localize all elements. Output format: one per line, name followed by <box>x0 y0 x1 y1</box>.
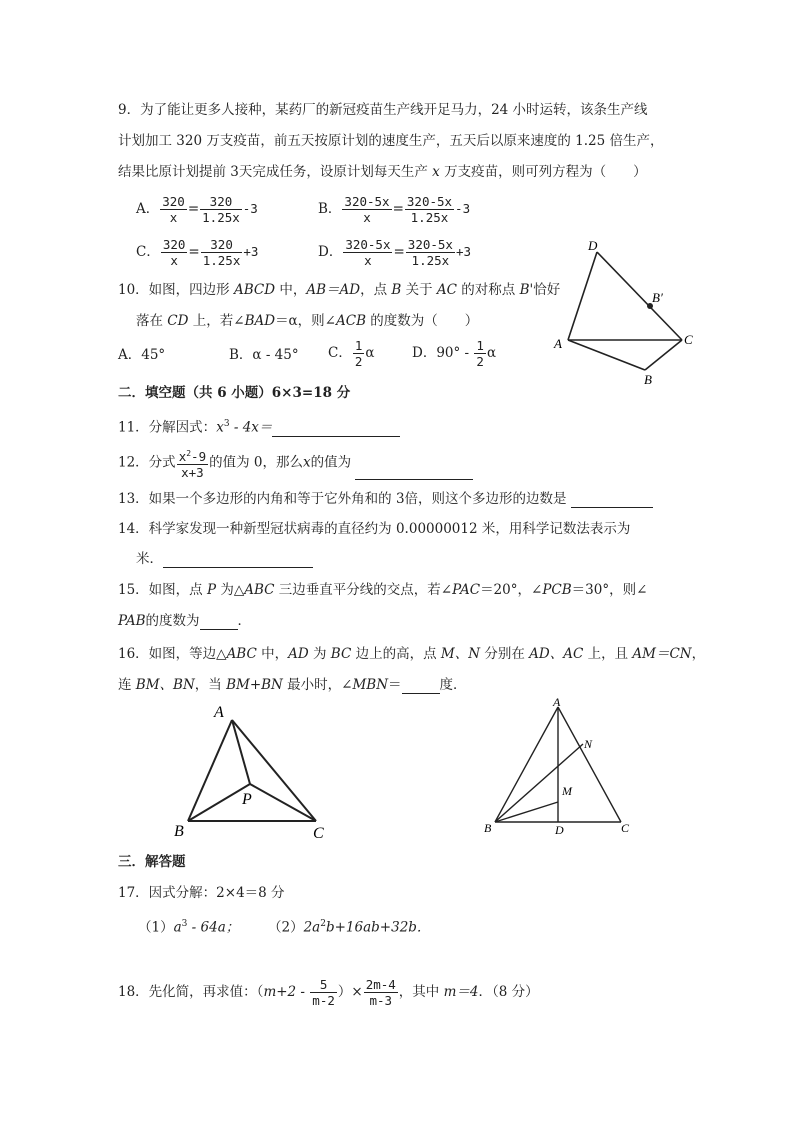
label-B: B <box>174 823 184 840</box>
q15-figure <box>170 700 340 845</box>
q10-option-b[interactable]: B．α - 45° <box>229 347 299 363</box>
label-N: N <box>584 737 593 751</box>
label-P: P <box>242 791 252 808</box>
q9-line2: 计划加工 320 万支疫苗，前五天按原计划的速度生产，五天后以原来速度的 1.25 倍生产， <box>118 133 664 149</box>
segment-BP <box>188 784 250 821</box>
label-A: A <box>553 695 561 709</box>
edge-AC <box>558 707 621 822</box>
q10-option-a[interactable]: A．45° <box>118 347 166 363</box>
segment-BN <box>495 744 583 822</box>
label-B: B <box>644 372 652 387</box>
q16-line2: 连 BM、BN，当 BM+BN 最小时，∠MBN＝ 度． <box>118 677 467 693</box>
edge-BC <box>645 340 682 370</box>
label-C: C <box>621 821 630 835</box>
q9-line1: 9．为了能让更多人接种，某药厂的新冠疫苗生产线开足马力，24 小时运转，该条生产线 <box>118 102 648 118</box>
q17-part1: $(1)a^3 - 64a$； <box>138 919 240 936</box>
q14-line2: 米． <box>136 550 313 568</box>
q9-option-a[interactable]: A． $\frac{320}{x}$ = $\frac{320}{1.25x}$ -3 <box>136 194 258 225</box>
q10-line2: 落在 CD 上，若∠BAD＝α，则∠ACB 的度数为（ ） <box>136 313 479 329</box>
q15-line2: PAB的度数为 ． <box>118 613 252 629</box>
label-A: A <box>554 336 562 351</box>
section-2-heading: 二．填空题（共 6 小题）6×3=18 分 <box>118 385 351 401</box>
label-C: C <box>313 825 324 842</box>
q16-line1: 16．如图，等边△ABC 中，AD 为 BC 边上的高，点 M、N 分别在 AD、AC 上，且 AM＝CN， <box>118 646 706 662</box>
q13: 13．如果一个多边形的内角和等于它外角和的 3倍，则这个多边形的边数是 <box>118 490 653 508</box>
q15-answer-blank[interactable] <box>200 615 238 630</box>
q9-option-b[interactable]: B． $\frac{320-5x}{x}$ = $\frac{320-5x}{1.25x}$ -3 <box>318 194 471 225</box>
q16-figure <box>480 692 650 842</box>
q10-line1: 10．如图，四边形 ABCD 中，AB＝AD，点 B 关于 AC 的对称点 B'恰好 <box>118 282 561 298</box>
q9-option-c[interactable]: C． $\frac{320}{x}$ = $\frac{320}{1.25x}$ +3 <box>136 237 259 268</box>
edge-DC <box>597 252 682 340</box>
label-D: D <box>588 238 598 253</box>
q15-line1: 15．如图，点 P 为△ABC 三边垂直平分线的交点，若∠PAC＝20°，∠PCB＝30°，则∠ <box>118 582 648 598</box>
q9-line3: 结果比原计划提前 3天完成任务，设原计划每天生产 x 万支疫苗，则可列方程为（ ） <box>118 164 647 180</box>
label-A: A <box>214 704 224 721</box>
label-C: C <box>684 332 693 347</box>
edge-AB <box>188 720 232 821</box>
q11: 11．分解因式：$x^3 - 4x=$ <box>118 415 400 437</box>
q14-answer-blank[interactable] <box>163 553 313 568</box>
edge-AB <box>568 340 645 370</box>
q10-figure <box>550 236 700 396</box>
q17-title: 17．因式分解：2×4＝8 分 <box>118 885 285 901</box>
q10-option-d[interactable]: D．90° - $\frac{1}{2}$ α <box>412 338 497 369</box>
q12: 12．分式 $\frac{x^2-9}{x+3}$ 的值为 0，那么x的值为 <box>118 446 473 480</box>
edge-DA <box>568 252 597 340</box>
section-3-heading: 三．解答题 <box>118 854 186 870</box>
q13-answer-blank[interactable] <box>571 493 653 508</box>
q16-answer-blank[interactable] <box>402 679 440 694</box>
segment-PC <box>250 784 316 821</box>
q9-option-d[interactable]: D． $\frac{320-5x}{x}$ = $\frac{320-5x}{1.25x}$ +3 <box>318 237 472 268</box>
label-B-prime: B′ <box>652 290 663 305</box>
q11-answer-blank[interactable] <box>272 422 400 437</box>
q10-option-c[interactable]: C． $\frac{1}{2}$ α <box>328 338 375 369</box>
q17-part2: $(2)2a^2b+16ab+32b$． <box>268 919 431 936</box>
q12-answer-blank[interactable] <box>355 465 473 480</box>
label-M: M <box>562 784 572 798</box>
q14-line1: 14．科学家发现一种新型冠状病毒的直径约为 0.00000012 米，用科学记数法表示为 <box>118 521 631 537</box>
label-D: D <box>555 823 564 837</box>
label-B: B <box>484 821 492 835</box>
q18: 18．先化简，再求值：（m+2 - $\frac{5}{m-2}$ ）× $\frac{2m-4}{m-3}$ ，其中 m＝4．（8 分） <box>118 977 539 1008</box>
